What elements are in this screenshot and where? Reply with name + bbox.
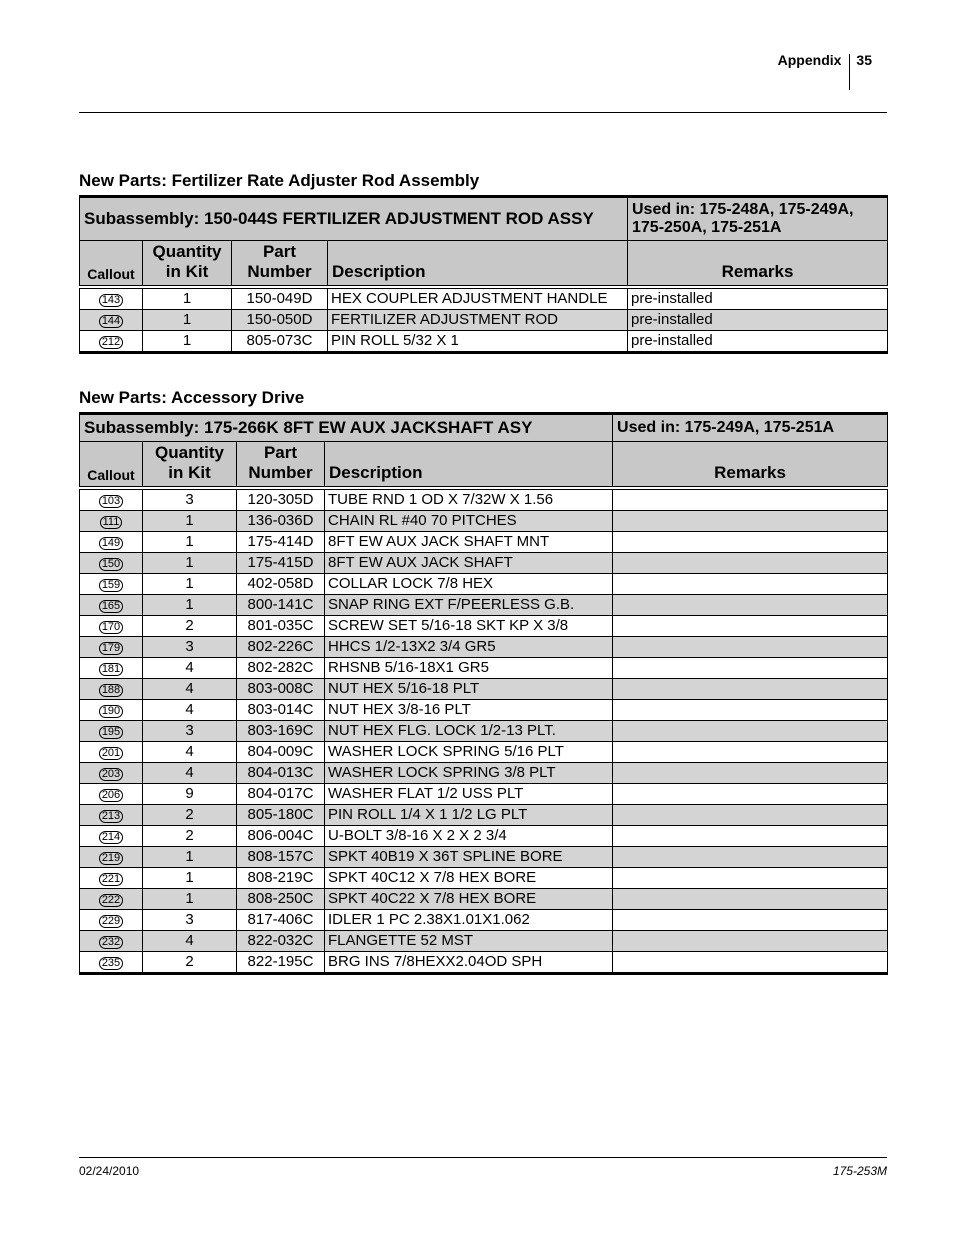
page-header bbox=[778, 52, 872, 90]
part-number-cell: 808-250C bbox=[237, 889, 325, 910]
description-cell: COLLAR LOCK 7/8 HEX bbox=[325, 574, 613, 595]
table-row bbox=[80, 805, 888, 826]
table-row bbox=[80, 637, 888, 658]
remarks-cell bbox=[613, 910, 888, 931]
callout-cell bbox=[80, 784, 143, 805]
table-row bbox=[80, 532, 888, 553]
col-remarks: Remarks bbox=[628, 241, 888, 288]
used-in-line-1: Used in: 175-248A, 175-249A, bbox=[632, 201, 854, 218]
callout-cell bbox=[80, 826, 143, 847]
part-number-cell: 801-035C bbox=[237, 616, 325, 637]
col-callout: Callout bbox=[80, 241, 143, 288]
footer-doc-number: 175-253M bbox=[832, 1164, 887, 1178]
part-number-cell: 805-180C bbox=[237, 805, 325, 826]
description-cell: NUT HEX 3/8-16 PLT bbox=[325, 700, 613, 721]
part-number-cell: 804-009C bbox=[237, 742, 325, 763]
col-quantity: Quantity in Kit bbox=[143, 442, 237, 489]
description-cell: SPKT 40C22 X 7/8 HEX BORE bbox=[325, 889, 613, 910]
description-cell: PIN ROLL 1/4 X 1 1/2 LG PLT bbox=[325, 805, 613, 826]
column-header-row bbox=[80, 442, 888, 489]
quantity-cell: 1 bbox=[143, 889, 237, 910]
remarks-cell bbox=[613, 742, 888, 763]
part-number-cell: 804-013C bbox=[237, 763, 325, 784]
col-quantity: Quantity in Kit bbox=[143, 241, 232, 288]
quantity-cell: 1 bbox=[143, 595, 237, 616]
callout-badge: 144 bbox=[99, 315, 123, 328]
quantity-cell: 4 bbox=[143, 700, 237, 721]
remarks-cell: pre-installed bbox=[628, 331, 888, 353]
callout-cell bbox=[80, 331, 143, 353]
callout-badge: 179 bbox=[99, 642, 123, 655]
table-row bbox=[80, 658, 888, 679]
description-cell: BRG INS 7/8HEXX2.04OD SPH bbox=[325, 952, 613, 974]
part-number-cell: 175-415D bbox=[237, 553, 325, 574]
col-part-number: Part Number bbox=[237, 442, 325, 489]
callout-cell bbox=[80, 658, 143, 679]
callout-cell bbox=[80, 553, 143, 574]
remarks-cell bbox=[613, 595, 888, 616]
description-cell: SPKT 40B19 X 36T SPLINE BORE bbox=[325, 847, 613, 868]
description-cell: WASHER FLAT 1/2 USS PLT bbox=[325, 784, 613, 805]
quantity-cell: 4 bbox=[143, 679, 237, 700]
callout-badge: 143 bbox=[99, 294, 123, 307]
description-cell: HEX COUPLER ADJUSTMENT HANDLE bbox=[328, 287, 628, 310]
callout-badge: 181 bbox=[99, 663, 123, 676]
remarks-cell bbox=[613, 637, 888, 658]
description-cell: RHSNB 5/16-18X1 GR5 bbox=[325, 658, 613, 679]
subassembly-row bbox=[80, 197, 888, 241]
callout-cell bbox=[80, 532, 143, 553]
table-row bbox=[80, 616, 888, 637]
table-row bbox=[80, 952, 888, 974]
callout-badge: 214 bbox=[99, 831, 123, 844]
top-rule bbox=[79, 112, 887, 113]
callout-cell bbox=[80, 889, 143, 910]
part-number-cell: 803-008C bbox=[237, 679, 325, 700]
quantity-cell: 1 bbox=[143, 574, 237, 595]
callout-badge: 235 bbox=[99, 957, 123, 970]
description-cell: TUBE RND 1 OD X 7/32W X 1.56 bbox=[325, 488, 613, 511]
description-cell: 8FT EW AUX JACK SHAFT MNT bbox=[325, 532, 613, 553]
table-row bbox=[80, 679, 888, 700]
quantity-cell: 1 bbox=[143, 331, 232, 353]
description-cell: FERTILIZER ADJUSTMENT ROD bbox=[328, 310, 628, 331]
part-number-cell: 402-058D bbox=[237, 574, 325, 595]
table-row bbox=[80, 910, 888, 931]
remarks-cell bbox=[613, 868, 888, 889]
column-header-row bbox=[80, 241, 888, 288]
part-number-cell: 805-073C bbox=[232, 331, 328, 353]
description-cell: 8FT EW AUX JACK SHAFT bbox=[325, 553, 613, 574]
used-in bbox=[628, 197, 888, 241]
remarks-cell bbox=[613, 658, 888, 679]
part-number-cell: 150-050D bbox=[232, 310, 328, 331]
callout-cell bbox=[80, 700, 143, 721]
col-remarks: Remarks bbox=[613, 442, 888, 489]
callout-badge: 190 bbox=[99, 705, 123, 718]
part-number-cell: 803-014C bbox=[237, 700, 325, 721]
quantity-cell: 9 bbox=[143, 784, 237, 805]
part-number-cell: 800-141C bbox=[237, 595, 325, 616]
callout-badge: 170 bbox=[99, 621, 123, 634]
callout-cell bbox=[80, 763, 143, 784]
callout-badge: 206 bbox=[99, 789, 123, 802]
remarks-cell bbox=[613, 847, 888, 868]
callout-cell bbox=[80, 679, 143, 700]
callout-badge: 195 bbox=[99, 726, 123, 739]
col-description: Description bbox=[328, 241, 628, 288]
callout-cell bbox=[80, 868, 143, 889]
quantity-cell: 1 bbox=[143, 847, 237, 868]
callout-badge: 159 bbox=[99, 579, 123, 592]
description-cell: CHAIN RL #40 70 PITCHES bbox=[325, 511, 613, 532]
quantity-cell: 2 bbox=[143, 616, 237, 637]
callout-cell bbox=[80, 574, 143, 595]
description-cell: SNAP RING EXT F/PEERLESS G.B. bbox=[325, 595, 613, 616]
quantity-cell: 1 bbox=[143, 553, 237, 574]
callout-cell bbox=[80, 310, 143, 331]
part-number-cell: 808-219C bbox=[237, 868, 325, 889]
table-row bbox=[80, 287, 888, 310]
section-name: Appendix bbox=[777, 52, 842, 68]
callout-cell bbox=[80, 616, 143, 637]
callout-cell bbox=[80, 488, 143, 511]
description-cell: WASHER LOCK SPRING 5/16 PLT bbox=[325, 742, 613, 763]
part-number-cell: 822-032C bbox=[237, 931, 325, 952]
table-row bbox=[80, 721, 888, 742]
table-row bbox=[80, 931, 888, 952]
callout-badge: 111 bbox=[100, 516, 123, 529]
quantity-cell: 3 bbox=[143, 721, 237, 742]
description-cell: HHCS 1/2-13X2 3/4 GR5 bbox=[325, 637, 613, 658]
remarks-cell bbox=[613, 931, 888, 952]
quantity-cell: 2 bbox=[143, 826, 237, 847]
description-cell: IDLER 1 PC 2.38X1.01X1.062 bbox=[325, 910, 613, 931]
quantity-cell: 4 bbox=[143, 763, 237, 784]
table-row bbox=[80, 847, 888, 868]
part-number-cell: 817-406C bbox=[237, 910, 325, 931]
table-row bbox=[80, 700, 888, 721]
table-row bbox=[80, 310, 888, 331]
callout-badge: 221 bbox=[99, 873, 123, 886]
table-row bbox=[80, 574, 888, 595]
section-title-fertilizer: New Parts: Fertilizer Rate Adjuster Rod Assembly bbox=[79, 171, 480, 190]
quantity-cell: 2 bbox=[143, 805, 237, 826]
used-in: Used in: 175-249A, 175-251A bbox=[613, 414, 888, 442]
remarks-cell bbox=[613, 532, 888, 553]
subassembly-label: Subassembly: 175-266K 8FT EW AUX JACKSHAFT ASY bbox=[80, 414, 613, 442]
remarks-cell: pre-installed bbox=[628, 310, 888, 331]
callout-cell bbox=[80, 287, 143, 310]
remarks-cell bbox=[613, 488, 888, 511]
callout-badge: 219 bbox=[99, 852, 123, 865]
section-title-accessory: New Parts: Accessory Drive bbox=[79, 388, 305, 407]
description-cell: FLANGETTE 52 MST bbox=[325, 931, 613, 952]
table-row bbox=[80, 331, 888, 353]
footer-date: 02/24/2010 bbox=[79, 1164, 140, 1178]
quantity-cell: 4 bbox=[143, 931, 237, 952]
description-cell: SCREW SET 5/16-18 SKT KP X 3/8 bbox=[325, 616, 613, 637]
callout-badge: 203 bbox=[99, 768, 123, 781]
table-row bbox=[80, 553, 888, 574]
callout-badge: 149 bbox=[99, 537, 123, 550]
remarks-cell bbox=[613, 721, 888, 742]
remarks-cell bbox=[613, 679, 888, 700]
page-number: 35 bbox=[856, 52, 872, 68]
col-description: Description bbox=[325, 442, 613, 489]
callout-cell bbox=[80, 952, 143, 974]
description-cell: NUT HEX 5/16-18 PLT bbox=[325, 679, 613, 700]
quantity-cell: 2 bbox=[143, 952, 237, 974]
callout-cell bbox=[80, 742, 143, 763]
callout-badge: 188 bbox=[99, 684, 123, 697]
remarks-cell bbox=[613, 700, 888, 721]
description-cell: SPKT 40C12 X 7/8 HEX BORE bbox=[325, 868, 613, 889]
bottom-rule bbox=[79, 1157, 887, 1158]
table-row bbox=[80, 742, 888, 763]
part-number-cell: 806-004C bbox=[237, 826, 325, 847]
quantity-cell: 1 bbox=[143, 310, 232, 331]
subassembly-row bbox=[80, 414, 888, 442]
remarks-cell bbox=[613, 889, 888, 910]
parts-table-accessory bbox=[79, 412, 888, 975]
table-row bbox=[80, 511, 888, 532]
callout-badge: 103 bbox=[99, 495, 123, 508]
remarks-cell: pre-installed bbox=[628, 287, 888, 310]
part-number-cell: 822-195C bbox=[237, 952, 325, 974]
quantity-cell: 4 bbox=[143, 658, 237, 679]
part-number-cell: 802-282C bbox=[237, 658, 325, 679]
callout-badge: 229 bbox=[99, 915, 123, 928]
callout-cell bbox=[80, 721, 143, 742]
callout-cell bbox=[80, 847, 143, 868]
description-cell: U-BOLT 3/8-16 X 2 X 2 3/4 bbox=[325, 826, 613, 847]
part-number-cell: 803-169C bbox=[237, 721, 325, 742]
parts-table-fertilizer bbox=[79, 195, 888, 354]
table-row bbox=[80, 784, 888, 805]
description-cell: WASHER LOCK SPRING 3/8 PLT bbox=[325, 763, 613, 784]
part-number-cell: 175-414D bbox=[237, 532, 325, 553]
quantity-cell: 1 bbox=[143, 287, 232, 310]
callout-badge: 222 bbox=[99, 894, 123, 907]
quantity-cell: 3 bbox=[143, 910, 237, 931]
quantity-cell: 3 bbox=[143, 488, 237, 511]
callout-cell bbox=[80, 910, 143, 931]
callout-badge: 201 bbox=[99, 747, 123, 760]
callout-cell bbox=[80, 595, 143, 616]
remarks-cell bbox=[613, 574, 888, 595]
quantity-cell: 4 bbox=[143, 742, 237, 763]
part-number-cell: 804-017C bbox=[237, 784, 325, 805]
table-row bbox=[80, 595, 888, 616]
callout-cell bbox=[80, 511, 143, 532]
quantity-cell: 1 bbox=[143, 868, 237, 889]
remarks-cell bbox=[613, 763, 888, 784]
used-in-line-2: 175-250A, 175-251A bbox=[632, 219, 782, 236]
callout-badge: 212 bbox=[99, 336, 123, 349]
remarks-cell bbox=[613, 616, 888, 637]
table-row bbox=[80, 868, 888, 889]
part-number-cell: 802-226C bbox=[237, 637, 325, 658]
table-row bbox=[80, 889, 888, 910]
remarks-cell bbox=[613, 805, 888, 826]
table-row bbox=[80, 488, 888, 511]
remarks-cell bbox=[613, 784, 888, 805]
remarks-cell bbox=[613, 511, 888, 532]
callout-cell bbox=[80, 637, 143, 658]
description-cell: PIN ROLL 5/32 X 1 bbox=[328, 331, 628, 353]
remarks-cell bbox=[613, 826, 888, 847]
part-number-cell: 136-036D bbox=[237, 511, 325, 532]
quantity-cell: 1 bbox=[143, 511, 237, 532]
subassembly-label: Subassembly: 150-044S FERTILIZER ADJUSTMENT ROD ASSY bbox=[80, 197, 628, 241]
part-number-cell: 808-157C bbox=[237, 847, 325, 868]
table-row bbox=[80, 826, 888, 847]
part-number-cell: 150-049D bbox=[232, 287, 328, 310]
remarks-cell bbox=[613, 553, 888, 574]
col-part-number: Part Number bbox=[232, 241, 328, 288]
remarks-cell bbox=[613, 952, 888, 974]
quantity-cell: 3 bbox=[143, 637, 237, 658]
part-number-cell: 120-305D bbox=[237, 488, 325, 511]
col-callout: Callout bbox=[80, 442, 143, 489]
callout-badge: 165 bbox=[99, 600, 123, 613]
callout-badge: 213 bbox=[99, 810, 123, 823]
callout-cell bbox=[80, 805, 143, 826]
callout-badge: 150 bbox=[99, 558, 123, 571]
description-cell: NUT HEX FLG. LOCK 1/2-13 PLT. bbox=[325, 721, 613, 742]
quantity-cell: 1 bbox=[143, 532, 237, 553]
callout-cell bbox=[80, 931, 143, 952]
table-row bbox=[80, 763, 888, 784]
callout-badge: 232 bbox=[99, 936, 123, 949]
